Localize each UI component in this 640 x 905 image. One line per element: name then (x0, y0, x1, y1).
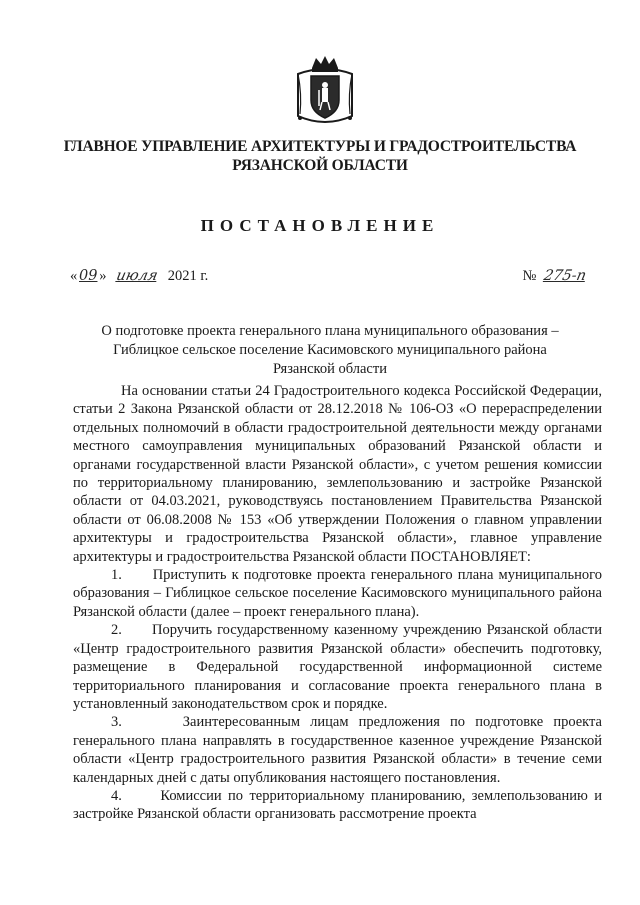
resolution-item-1: 1. Приступить к подготовке проекта генерального плана муниципального образования – Гиблицкое сельское поселение Касимовского муниципального района Рязанской области (далее – проект генерального плана). (73, 567, 602, 620)
org-line-1: ГЛАВНОЕ УПРАВЛЕНИЕ АРХИТЕКТУРЫ И ГРАДОСТРОИТЕЛЬСТВА (63, 138, 577, 155)
date-open-quote: « (70, 268, 78, 284)
date-day: 09 (79, 268, 98, 284)
date-close-quote: » (99, 268, 107, 284)
document-type-title: ПОСТАНОВЛЕНИЕ (200, 216, 440, 235)
document-number (523, 268, 590, 285)
subject-line-3: Рязанской области (273, 361, 387, 377)
resolution-item-2: 2. Поручить государственному казенному учреждению Рязанской области «Центр градостроительного развития Рязанской области» обеспечить подготовку, размещение в Федеральной государственной информационной системе территориального планирования и согласование проекта генерального плана в установленный законодательством срок и порядке. (73, 622, 602, 712)
org-line-2: РЯЗАНСКОЙ ОБЛАСТИ (232, 157, 408, 174)
preamble-paragraph: На основании статьи 24 Градостроительного кодекса Российской Федерации, статьи 2 Закона Рязанской области от 28.12.2018 № 106-ОЗ «О перераспределении отдельных полномочий в области градостроительной деятельности между органами местного самоуправления муниципальных образований Рязанской области и органами государственной власти Рязанской области», с учетом решения комиссии по территориальному планированию, землепользованию и застройке Рязанской области от 04.03.2021, руководствуясь постановлением Правительства Рязанской области от 06.08.2008 № 153 «Об утверждении Положения о главном управлении архитектуры и градостроительства Рязанской области», главное управление архитектуры и градостроительства Рязанской области ПОСТАНОВЛЯЕТ: (73, 383, 602, 565)
resolution-item-3: 3. Заинтересованным лицам предложения по подготовке проекта генерального плана направлять в государственное казенное учреждение Рязанской области «Центр градостроительного развития Рязанской области» в течение семи календарных дней с даты опубликования настоящего постановления. (73, 714, 602, 786)
number-value: 275-п (542, 268, 588, 284)
subject-line-1: О подготовке проекта генерального плана муниципального образования – (101, 323, 559, 339)
number-prefix: № (522, 268, 537, 284)
date-number-row (70, 268, 590, 292)
document-date (70, 268, 208, 285)
subject-line-2: Гиблицкое сельское поселение Касимовского муниципального района (113, 342, 547, 358)
issuing-authority (40, 137, 600, 175)
ryazan-coat-of-arms-icon (292, 54, 358, 130)
date-year: 2021 г. (167, 268, 209, 284)
date-month: июля (114, 268, 160, 284)
resolution-item-4: 4. Комиссии по территориальному планированию, землепользованию и застройке Рязанской области организовать рассмотрение проекта (73, 787, 602, 823)
document-body (73, 382, 602, 824)
document-subject (80, 322, 580, 379)
